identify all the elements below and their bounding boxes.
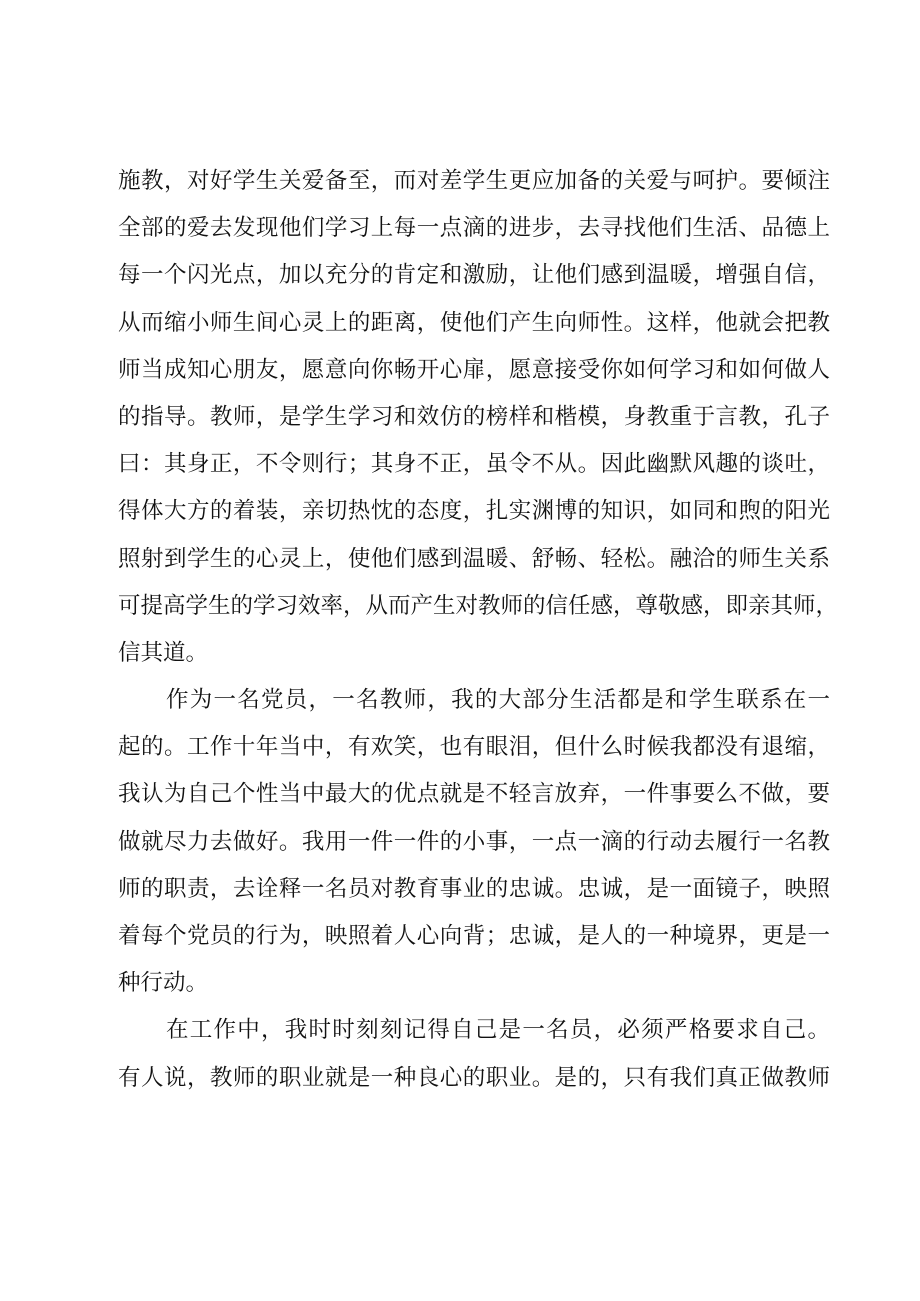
text-line: 曰：其身正，不令则行；其身不正，虽令不从。因此幽默风趣的谈吐， [118,451,830,478]
text-line: 的指导。教师，是学生学习和效仿的榜样和楷模，身教重于言教，孔子 [118,403,830,430]
text-line: 做就尽力去做好。我用一件一件的小事，一点一滴的行动去履行一名教 [118,828,830,855]
text-line: 照射到学生的心灵上，使他们感到温暖、舒畅、轻松。融洽的师生关系 [118,545,830,572]
paragraph-first-line: 作为一名党员，一名教师，我的大部分生活都是和学生联系在一 [166,687,830,714]
text-line: 师当成知心朋友，愿意向你畅开心扉，愿意接受你如何学习和如何做人 [118,356,830,383]
text-line: 从而缩小师生间心灵上的距离，使他们产生向师性。这样，他就会把教 [118,309,830,336]
text-line: 得体大方的着装，亲切热忱的态度，扎实渊博的知识，如同和煦的阳光 [118,498,830,525]
text-line: 起的。工作十年当中，有欢笑，也有眼泪，但什么时候我都没有退缩， [118,734,830,761]
text-line: 我认为自己个性当中最大的优点就是不轻言放弃，一件事要么不做，要 [118,781,830,808]
text-line: 可提高学生的学习效率，从而产生对教师的信任感，尊敬感，即亲其师， [118,592,839,619]
text-line: 有人说，教师的职业就是一种良心的职业。是的，只有我们真正做教师 [118,1064,830,1091]
text-line: 每一个闪光点，加以充分的肯定和激励，让他们感到温暖，增强自信， [118,262,830,289]
text-line: 着每个党员的行为，映照着人心向背；忠诚，是人的一种境界，更是一 [118,923,830,949]
text-line: 全部的爱去发现他们学习上每一点滴的进步，去寻找他们生活、品德上 [118,215,830,242]
text-line: 施教，对好学生关爱备至，而对差学生更应加备的关爱与呵护。要倾注 [118,168,830,194]
paragraph-first-line: 在工作中，我时时刻刻记得自己是一名员，必须严格要求自己。 [166,1017,830,1044]
text-line: 信其道。 [118,639,209,666]
body-text [118,158,839,1102]
text-line: 师的职责，去诠释一名员对教育事业的忠诚。忠诚，是一面镜子，映照 [118,875,830,902]
text-line: 种行动。 [118,970,209,997]
